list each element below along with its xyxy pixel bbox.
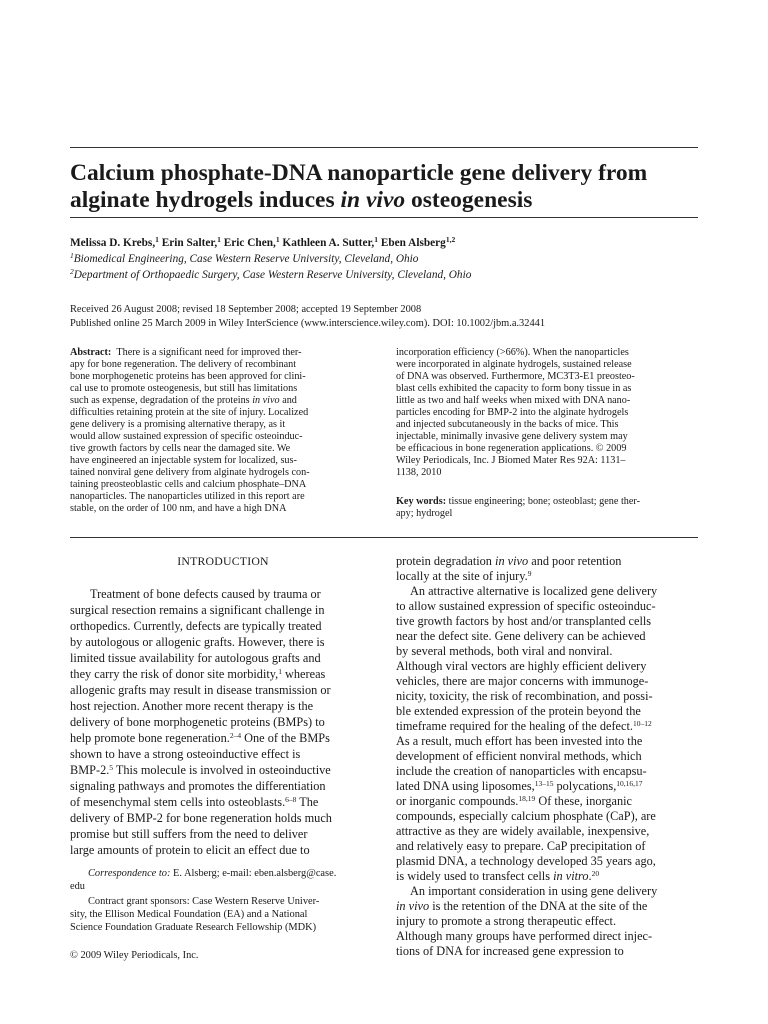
body-line: is widely used to transfect cells in vitro.$^{20}$ bbox=[396, 869, 600, 883]
body-line: development of efficient nonviral methods, which bbox=[396, 749, 642, 763]
abstract-line: be efficacious in bone regeneration applications. © 2009 bbox=[396, 443, 627, 454]
abstract-line: gene delivery is a promising alternative therapy, as it bbox=[70, 419, 286, 430]
body-line: plasmid DNA, a technology developed 35 years ago, bbox=[396, 854, 656, 868]
keywords: Key words: tissue engineering; bone; osteoblast; gene ther- bbox=[396, 496, 640, 507]
abstract-line: such as expense, degradation of the proteins in vivo and bbox=[70, 395, 297, 406]
grant-note: sity, the Ellison Medical Foundation (EA) and a National bbox=[70, 909, 308, 920]
body-line: signaling pathways and promotes the differentiation bbox=[70, 779, 326, 793]
abstract-line: Abstract: There is a significant need for improved ther- bbox=[70, 347, 302, 358]
section-heading: INTRODUCTION bbox=[177, 554, 269, 568]
abstract-line: little as two and half weeks when mixed with DNA nano- bbox=[396, 395, 631, 406]
abstract-line: tive growth factors by cells near the damaged site. We bbox=[70, 443, 291, 454]
affiliation-1: $^1$Biomedical Engineering, Case Western Reserve University, Cleveland, Ohio bbox=[70, 251, 419, 265]
abstract-line: incorporation efficiency (>66%). When the nanoparticles bbox=[396, 347, 629, 358]
received-dates: Received 26 August 2008; revised 18 September 2008; accepted 19 September 2008 bbox=[70, 304, 422, 315]
abstract-line: would allow sustained expression of specific osteoinduc- bbox=[70, 431, 303, 442]
grant-note: Science Foundation Graduate Research Fellowship (MDK) bbox=[70, 922, 317, 933]
body-line: large amounts of protein to elicit an effect due to bbox=[70, 843, 310, 857]
body-line: delivery of BMP-2 for bone regeneration holds much bbox=[70, 811, 332, 825]
abstract-line: difficulties retaining protein at the site of injury. Localized bbox=[70, 407, 309, 418]
body-line: Although viral vectors are highly efficient delivery bbox=[396, 659, 647, 673]
abstract-line: have engineered an injectable system for localized, sus- bbox=[70, 455, 297, 466]
abstract-line: tained nonviral gene delivery from alginate hydrogels con- bbox=[70, 467, 310, 478]
article-title: Calcium phosphate-DNA nanoparticle gene delivery from alginate hydrogels induces in vivo osteogenesis bbox=[70, 160, 648, 213]
body-line: BMP-2.$^5$ This molecule is involved in osteoinductive bbox=[70, 763, 331, 777]
body-line: protein degradation in vivo and poor retention bbox=[396, 554, 622, 568]
body-line: As a result, much effort has been invested into the bbox=[396, 734, 643, 748]
body-line: tive growth factors by host and/or transplanted cells bbox=[396, 614, 652, 628]
body-line: nicity, toxicity, the risk of recombination, and possi- bbox=[396, 689, 653, 703]
abstract-line: nanoparticles. The nanoparticles utilized in this report are bbox=[70, 491, 305, 502]
body-line: by autologous or allogenic grafts. However, there is bbox=[70, 635, 325, 649]
abstract-line: were incorporated in alginate hydrogels, sustained release bbox=[396, 359, 632, 370]
correspondence-note: edu bbox=[70, 881, 86, 892]
body-line: delivery of bone morphogenetic proteins (BMPs) to bbox=[70, 715, 325, 729]
abstract-line: of DNA was observed. Furthermore, MC3T3-E1 preosteo- bbox=[396, 371, 635, 382]
body-line: attractive as they are widely available, inexpensive, bbox=[396, 824, 650, 838]
title-rule bbox=[70, 217, 698, 218]
body-line: Although many groups have performed direct injec- bbox=[396, 929, 653, 943]
body-line: injury to promote a strong therapeutic effect. bbox=[396, 914, 617, 928]
abstract-label: Abstract: bbox=[70, 347, 112, 358]
body-line: shown to have a strong osteoinductive effect is bbox=[70, 747, 301, 761]
body-line: tions of DNA for increased gene expression to bbox=[396, 944, 624, 958]
body-line: help promote bone regeneration.$^{2-4}$ One of the BMPs bbox=[70, 731, 330, 745]
body-line: An important consideration in using gene delivery bbox=[410, 884, 658, 898]
abstract-line: 1138, 2010 bbox=[396, 467, 442, 478]
keywords: apy; hydrogel bbox=[396, 508, 453, 519]
body-line: vehicles, there are major concerns with immunoge- bbox=[396, 674, 649, 688]
body-line: limited tissue availability for autologous grafts and bbox=[70, 651, 321, 665]
body-line: Treatment of bone defects caused by trauma or bbox=[90, 587, 321, 601]
abstract-rule bbox=[70, 537, 698, 538]
abstract-line: taining preosteoblastic cells and calcium phosphate–DNA bbox=[70, 479, 307, 490]
abstract-line: bone morphogenetic proteins has been approved for clini- bbox=[70, 371, 306, 382]
body-line: promise but still suffers from the need to deliver bbox=[70, 827, 308, 841]
abstract-line: injectable, minimally invasive gene delivery system may bbox=[396, 431, 628, 442]
correspondence-note: Correspondence to: E. Alsberg; e-mail: eben.alsberg@case. bbox=[88, 868, 337, 879]
abstract-line: cal use to promote osteogenesis, but still has limitations bbox=[70, 383, 298, 394]
affiliation-2: $^2$Department of Orthopaedic Surgery, Case Western Reserve University, Cleveland, Ohio bbox=[70, 267, 472, 281]
body-line: locally at the site of injury.$^9$ bbox=[396, 569, 532, 583]
abstract-line: and injected subcutaneously in the backs of mice. This bbox=[396, 419, 619, 430]
body-line: lated DNA using liposomes,$^{13-15}$ polycations,$^{10,16,17}$ bbox=[396, 779, 643, 793]
body-line: or inorganic compounds.$^{18,19}$ Of these, inorganic bbox=[396, 794, 633, 808]
abstract-line: stable, on the order of 100 nm, and have a high DNA bbox=[70, 503, 287, 514]
body-line: near the defect site. Gene delivery can be achieved bbox=[396, 629, 646, 643]
keywords-label: Key words: bbox=[396, 496, 447, 507]
author-list: Melissa D. Krebs,$^1$ Erin Salter,$^1$ Eric Chen,$^1$ Kathleen A. Sutter,$^1$ Eben Alsberg$^{1,2}$ bbox=[70, 235, 456, 249]
body-line: to allow sustained expression of specific osteoinduc- bbox=[396, 599, 656, 613]
body-line: of mesenchymal stem cells into osteoblasts.$^{6-8}$ The bbox=[70, 795, 319, 809]
body-line: and relatively easy to prepare. CaP precipitation of bbox=[396, 839, 646, 853]
body-line: allogenic grafts may result in disease transmission or bbox=[70, 683, 331, 697]
abstract-line: apy for bone regeneration. The delivery of recombinant bbox=[70, 359, 297, 370]
body-line: An attractive alternative is localized gene delivery bbox=[410, 584, 658, 598]
body-line: timeframe required for the healing of the defect.$^{10-12}$ bbox=[396, 719, 652, 733]
body-line: surgical resection remains a significant challenge in bbox=[70, 603, 325, 617]
body-line: in vivo is the retention of the DNA at the site of the bbox=[396, 899, 648, 913]
body-line: they carry the risk of donor site morbidity,$^1$ whereas bbox=[70, 667, 326, 681]
publication-info: Published online 25 March 2009 in Wiley InterScience (www.interscience.wiley.com). DOI: 10.1002/jbm.a.32441 bbox=[70, 318, 546, 329]
abstract-line: Wiley Periodicals, Inc. J Biomed Mater Res 92A: 1131– bbox=[396, 455, 626, 466]
body-line: by several methods, both viral and nonviral. bbox=[396, 644, 613, 658]
grant-note: Contract grant sponsors: Case Western Reserve Univer- bbox=[88, 896, 320, 907]
body-line: compounds, especially calcium phosphate (CaP), are bbox=[396, 809, 656, 823]
abstract-line: particles encoding for BMP-2 into the alginate hydrogels bbox=[396, 407, 629, 418]
abstract-line: blast cells exhibited the capacity to form bony tissue in as bbox=[396, 383, 632, 394]
body-line: host rejection. Another more recent therapy is the bbox=[70, 699, 314, 713]
body-line: include the creation of nanoparticles with encapsu- bbox=[396, 764, 647, 778]
copyright-note: © 2009 Wiley Periodicals, Inc. bbox=[70, 950, 199, 961]
body-line: orthopedics. Currently, defects are typically treated bbox=[70, 619, 322, 633]
top-rule bbox=[70, 147, 698, 148]
body-line: ble extended expression of the protein beyond the bbox=[396, 704, 641, 718]
